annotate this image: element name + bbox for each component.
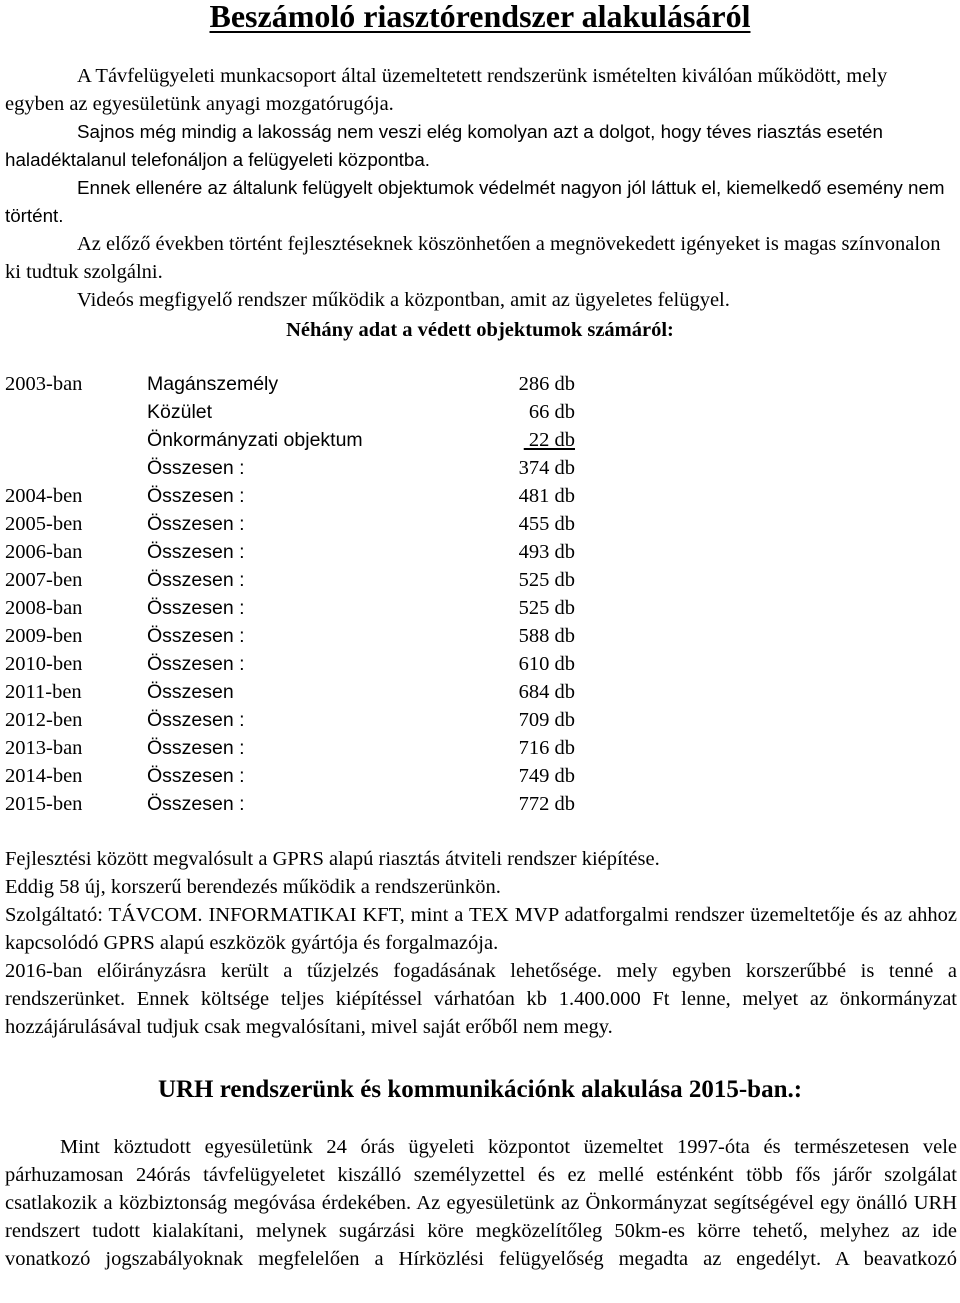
stats-count: 525 db xyxy=(518,569,575,591)
stats-count: 286 db xyxy=(518,373,575,395)
stats-category: Összesen : xyxy=(147,653,245,675)
development-line: Eddig 58 új, korszerű berendezés működik a rendszerünkön. xyxy=(5,876,501,898)
developments-section xyxy=(5,845,957,1041)
stats-row xyxy=(5,510,705,538)
stats-category: Összesen : xyxy=(147,597,245,619)
stats-count: 481 db xyxy=(518,485,575,507)
intro-paragraph: Ennek ellenére az általunk felügyelt objektumok védelmét nagyon jól láttuk el, kiemelkedő esemény nem történt. xyxy=(5,177,945,226)
stats-count: 610 db xyxy=(518,653,575,675)
stats-count: 525 db xyxy=(518,597,575,619)
stats-year: 2014-ben xyxy=(5,765,83,787)
stats-year: 2006-ban xyxy=(5,541,83,563)
stats-count: 374 db xyxy=(518,457,575,479)
stats-row xyxy=(5,426,705,454)
document-title-text: Beszámoló riasztórendszer alakulásáról xyxy=(209,0,751,34)
development-paragraph: 2016-ban előirányzásra került a tűzjelzés fogadásának lehetősége. mely egyben korszerűbbé is tenné a rendszerünket. Ennek költsége teljes kiépítéssel várhatóan kb 1.400.000 Ft lenne, melyet az önkormányzat hozzájárulásával tudjuk csak megvalósítani, mivel saját erőből nem megy. xyxy=(5,960,957,1038)
stats-year: 2003-ban xyxy=(5,373,83,395)
stats-year: 2008-ban xyxy=(5,597,83,619)
intro-paragraph: Sajnos még mindig a lakosság nem veszi elég komolyan azt a dolgot, hogy téves riasztás esetén haladéktalanul telefonáljon a felügyeleti központba. xyxy=(5,121,883,170)
stats-category: Összesen : xyxy=(147,625,245,647)
stats-row xyxy=(5,734,705,762)
stats-row xyxy=(5,622,705,650)
stats-row xyxy=(5,566,705,594)
stats-row xyxy=(5,790,705,818)
stats-year: 2012-ben xyxy=(5,709,83,731)
stats-row xyxy=(5,706,705,734)
stats-category: Összesen xyxy=(147,681,234,703)
development-paragraph: Szolgáltató: TÁVCOM. INFORMATIKAI KFT, mint a TEX MVP adatforgalmi rendszer üzemeltetője és az ahhoz kapcsolódó GPRS alapú eszközök gyártója és forgalmazója. xyxy=(5,904,957,954)
stats-row xyxy=(5,370,705,398)
development-line: Fejlesztési között megvalósult a GPRS alapú riasztás átviteli rendszer kiépítése. xyxy=(5,848,660,870)
stats-row xyxy=(5,678,705,706)
intro-paragraph: A Távfelügyeleti munkacsoport által üzemeltetett rendszerünk ismételten kiválóan működött, mely egyben az egyesületünk anyagi mozgatórugója. xyxy=(5,65,888,115)
stats-category: Összesen : xyxy=(147,513,245,535)
stats-row xyxy=(5,538,705,566)
intro-section xyxy=(5,62,950,314)
stats-category: Magánszemély xyxy=(147,373,279,395)
stats-year: 2004-ben xyxy=(5,485,83,507)
section-title: URH rendszerünk és kommunikációnk alakulása 2015-ban.: xyxy=(157,1076,803,1103)
stats-count: 66 db xyxy=(528,401,575,423)
stats-row xyxy=(5,594,705,622)
stats-row xyxy=(5,398,705,426)
stats-count: 716 db xyxy=(518,737,575,759)
stats-category: Összesen : xyxy=(147,793,245,815)
stats-year: 2013-ban xyxy=(5,737,83,759)
stats-year: 2009-ben xyxy=(5,625,83,647)
stats-category: Összesen : xyxy=(147,569,245,591)
stats-year: 2010-ben xyxy=(5,653,83,675)
stats-year: 2011-ben xyxy=(5,681,82,703)
stats-year: 2007-ben xyxy=(5,569,83,591)
stats-count: 493 db xyxy=(518,541,575,563)
stats-category: Összesen : xyxy=(147,485,245,507)
intro-paragraph: Az előző években történt fejlesztéseknek köszönhetően a megnövekedett igényeket is magas színvonalon ki tudtuk szolgálni. xyxy=(5,233,941,283)
intro-paragraph: Videós megfigyelő rendszer működik a központban, amit az ügyeletes felügyel. xyxy=(77,289,730,311)
stats-category: Összesen : xyxy=(147,765,245,787)
stats-row xyxy=(5,762,705,790)
stats-category: Összesen : xyxy=(147,737,245,759)
stats-count: 588 db xyxy=(518,625,575,647)
stats-count: 22 db xyxy=(523,429,575,451)
stats-category: Önkormányzati objektum xyxy=(147,429,363,451)
stats-year: 2005-ben xyxy=(5,513,83,535)
stats-row xyxy=(5,482,705,510)
stats-count: 749 db xyxy=(518,765,575,787)
stats-category: Összesen : xyxy=(147,541,245,563)
stats-count: 772 db xyxy=(518,793,575,815)
final-paragraph: Mint köztudott egyesületünk 24 órás ügyeleti központot üzemeltet 1997-óta és természetesen vele párhuzamosan 24órás távfelügyeletet kiszálló személyzettel és ez mellé esténként több fős járőr szolgálat csatlakozik a közbiztonság megóvása érdekében. Az egyesületünk az Önkormányzat segítségével egy önálló URH rendszert tudott kialakítani, melynek sugárzási köre megközelítőleg 50km-es körre tehető, melyhez az ide vonatkozó jogszabályoknak megfelelően a Hírközlési felügyelőség megadta az engedélyt. A beavatkozó xyxy=(5,1136,957,1270)
stats-category: Összesen : xyxy=(147,709,245,731)
stats-year: 2015-ben xyxy=(5,793,83,815)
document-title xyxy=(0,0,960,36)
stats-count: 455 db xyxy=(518,513,575,535)
stats-count: 709 db xyxy=(518,709,575,731)
stats-subheading: Néhány adat a védett objektumok számáról: xyxy=(286,319,674,341)
stats-row xyxy=(5,454,705,482)
stats-table xyxy=(5,370,705,818)
stats-row xyxy=(5,650,705,678)
stats-category: Közület xyxy=(147,401,213,423)
stats-count: 684 db xyxy=(518,681,575,703)
stats-category: Összesen : xyxy=(147,457,245,479)
